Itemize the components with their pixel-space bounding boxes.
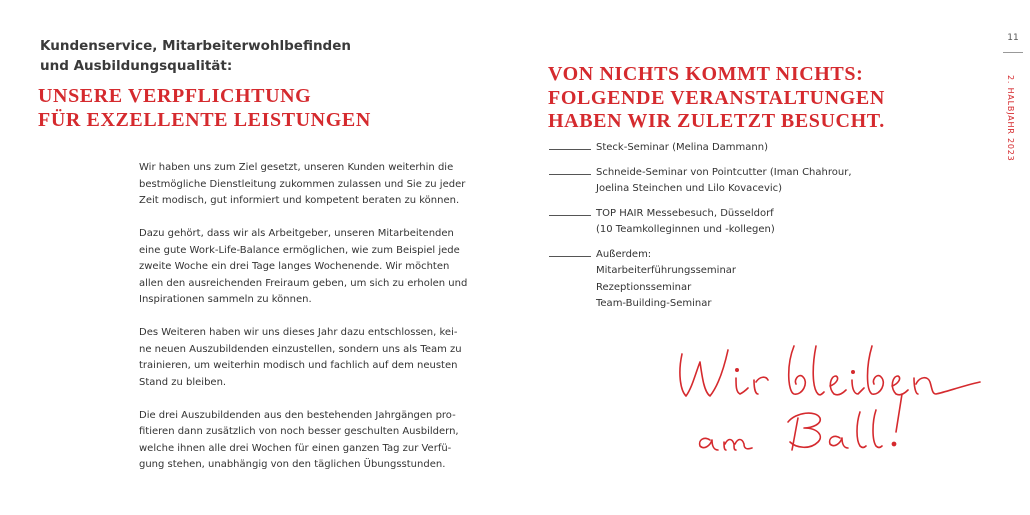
event-rule bbox=[549, 215, 591, 216]
body-line: Die drei Auszubildenden aus den bestehenden Jahrgängen pro- bbox=[139, 409, 456, 421]
body-line: trainieren, um weiterhin modisch und fachlich auf dem neusten bbox=[139, 360, 458, 371]
body-line: eine gute Work-Life-Balance ermöglichen, wie zum Beispiel jede bbox=[139, 244, 460, 256]
event-item bbox=[549, 206, 889, 239]
event-item bbox=[549, 165, 889, 198]
event-text: Team-Building-Seminar bbox=[596, 298, 712, 309]
body-line: Dazu gehört, dass wir als Arbeitgeber, unseren Mitarbeitenden bbox=[139, 228, 454, 239]
body-line: gung stehen, unabhängig von den täglichen Übungsstunden. bbox=[139, 459, 446, 470]
event-text: Steck-Seminar (Melina Dammann) bbox=[596, 142, 768, 153]
sidebar-section-label: 2. HALBJAHR 2023 bbox=[1006, 75, 1015, 162]
intro-heading bbox=[40, 36, 370, 76]
event-rule bbox=[549, 256, 591, 257]
intro-heading-line: Kundenservice, Mitarbeiterwohlbefinden bbox=[40, 38, 351, 54]
body-text bbox=[139, 160, 484, 490]
body-line: Inspirationen sammeln zu können. bbox=[139, 294, 312, 305]
event-rule bbox=[549, 174, 591, 175]
left-headline-line: UNSERE VERPFLICHTUNG bbox=[38, 85, 312, 107]
event-item bbox=[549, 247, 889, 313]
right-headline-line: VON NICHTS KOMMT NICHTS: bbox=[548, 63, 864, 85]
body-paragraph bbox=[139, 160, 484, 210]
event-text: TOP HAIR Messebesuch, Düsseldorf bbox=[596, 207, 774, 219]
body-paragraph bbox=[139, 408, 484, 474]
right-headline-line: FOLGENDE VERANSTALTUNGEN bbox=[548, 86, 885, 109]
body-paragraph bbox=[139, 325, 484, 391]
sidebar-divider bbox=[1003, 52, 1023, 53]
event-list bbox=[549, 140, 889, 321]
event-text: Joelina Steinchen und Lilo Kovacevic) bbox=[596, 183, 783, 194]
left-headline-line: FÜR EXZELLENTE LEISTUNGEN bbox=[38, 109, 371, 131]
body-line: welche ihnen alle drei Wochen für einen ganzen Tag zur Verfü- bbox=[139, 442, 452, 454]
body-line: ne neuen Auszubildenden einzustellen, sondern uns als Team zu bbox=[139, 343, 462, 355]
page-number: 11 bbox=[1007, 33, 1019, 43]
event-text: Rezeptionsseminar bbox=[596, 281, 692, 293]
event-item bbox=[549, 140, 889, 157]
body-paragraph bbox=[139, 226, 484, 309]
left-headline bbox=[38, 84, 371, 132]
body-line: Wir haben uns zum Ziel gesetzt, unseren Kunden weiterhin die bbox=[139, 162, 454, 173]
body-line: fitieren dann zusätzlich von noch besser geschulten Ausbildern, bbox=[139, 426, 459, 437]
event-rule bbox=[549, 149, 591, 150]
event-text: Mitarbeiterführungsseminar bbox=[596, 265, 737, 276]
body-line: zweite Woche ein drei Tage langes Wochenende. Wir möchten bbox=[139, 261, 450, 272]
event-text: Außerdem: bbox=[596, 248, 652, 260]
handwritten-slogan bbox=[670, 332, 1000, 467]
body-line: Stand zu bleiben. bbox=[139, 376, 227, 388]
body-line: bestmögliche Dienstleitung zukommen zulassen und Sie zu jeder bbox=[139, 178, 466, 190]
event-text: Schneide-Seminar von Pointcutter (Iman Chahrour, bbox=[596, 166, 852, 178]
body-line: Zeit modisch, gut informiert und kompetent beraten zu können. bbox=[139, 195, 460, 206]
event-text: (10 Teamkolleginnen und -kollegen) bbox=[596, 224, 775, 235]
right-headline bbox=[548, 63, 885, 134]
body-line: allen den ausreichenden Freiraum geben, um sich zu erholen und bbox=[139, 277, 468, 289]
right-headline-line: HABEN WIR ZULETZT BESUCHT. bbox=[548, 110, 885, 132]
body-line: Des Weiteren haben wir uns dieses Jahr dazu entschlossen, kei- bbox=[139, 327, 458, 338]
intro-heading-line: und Ausbildungsqualität: bbox=[40, 58, 233, 74]
slogan-script bbox=[670, 332, 1000, 467]
